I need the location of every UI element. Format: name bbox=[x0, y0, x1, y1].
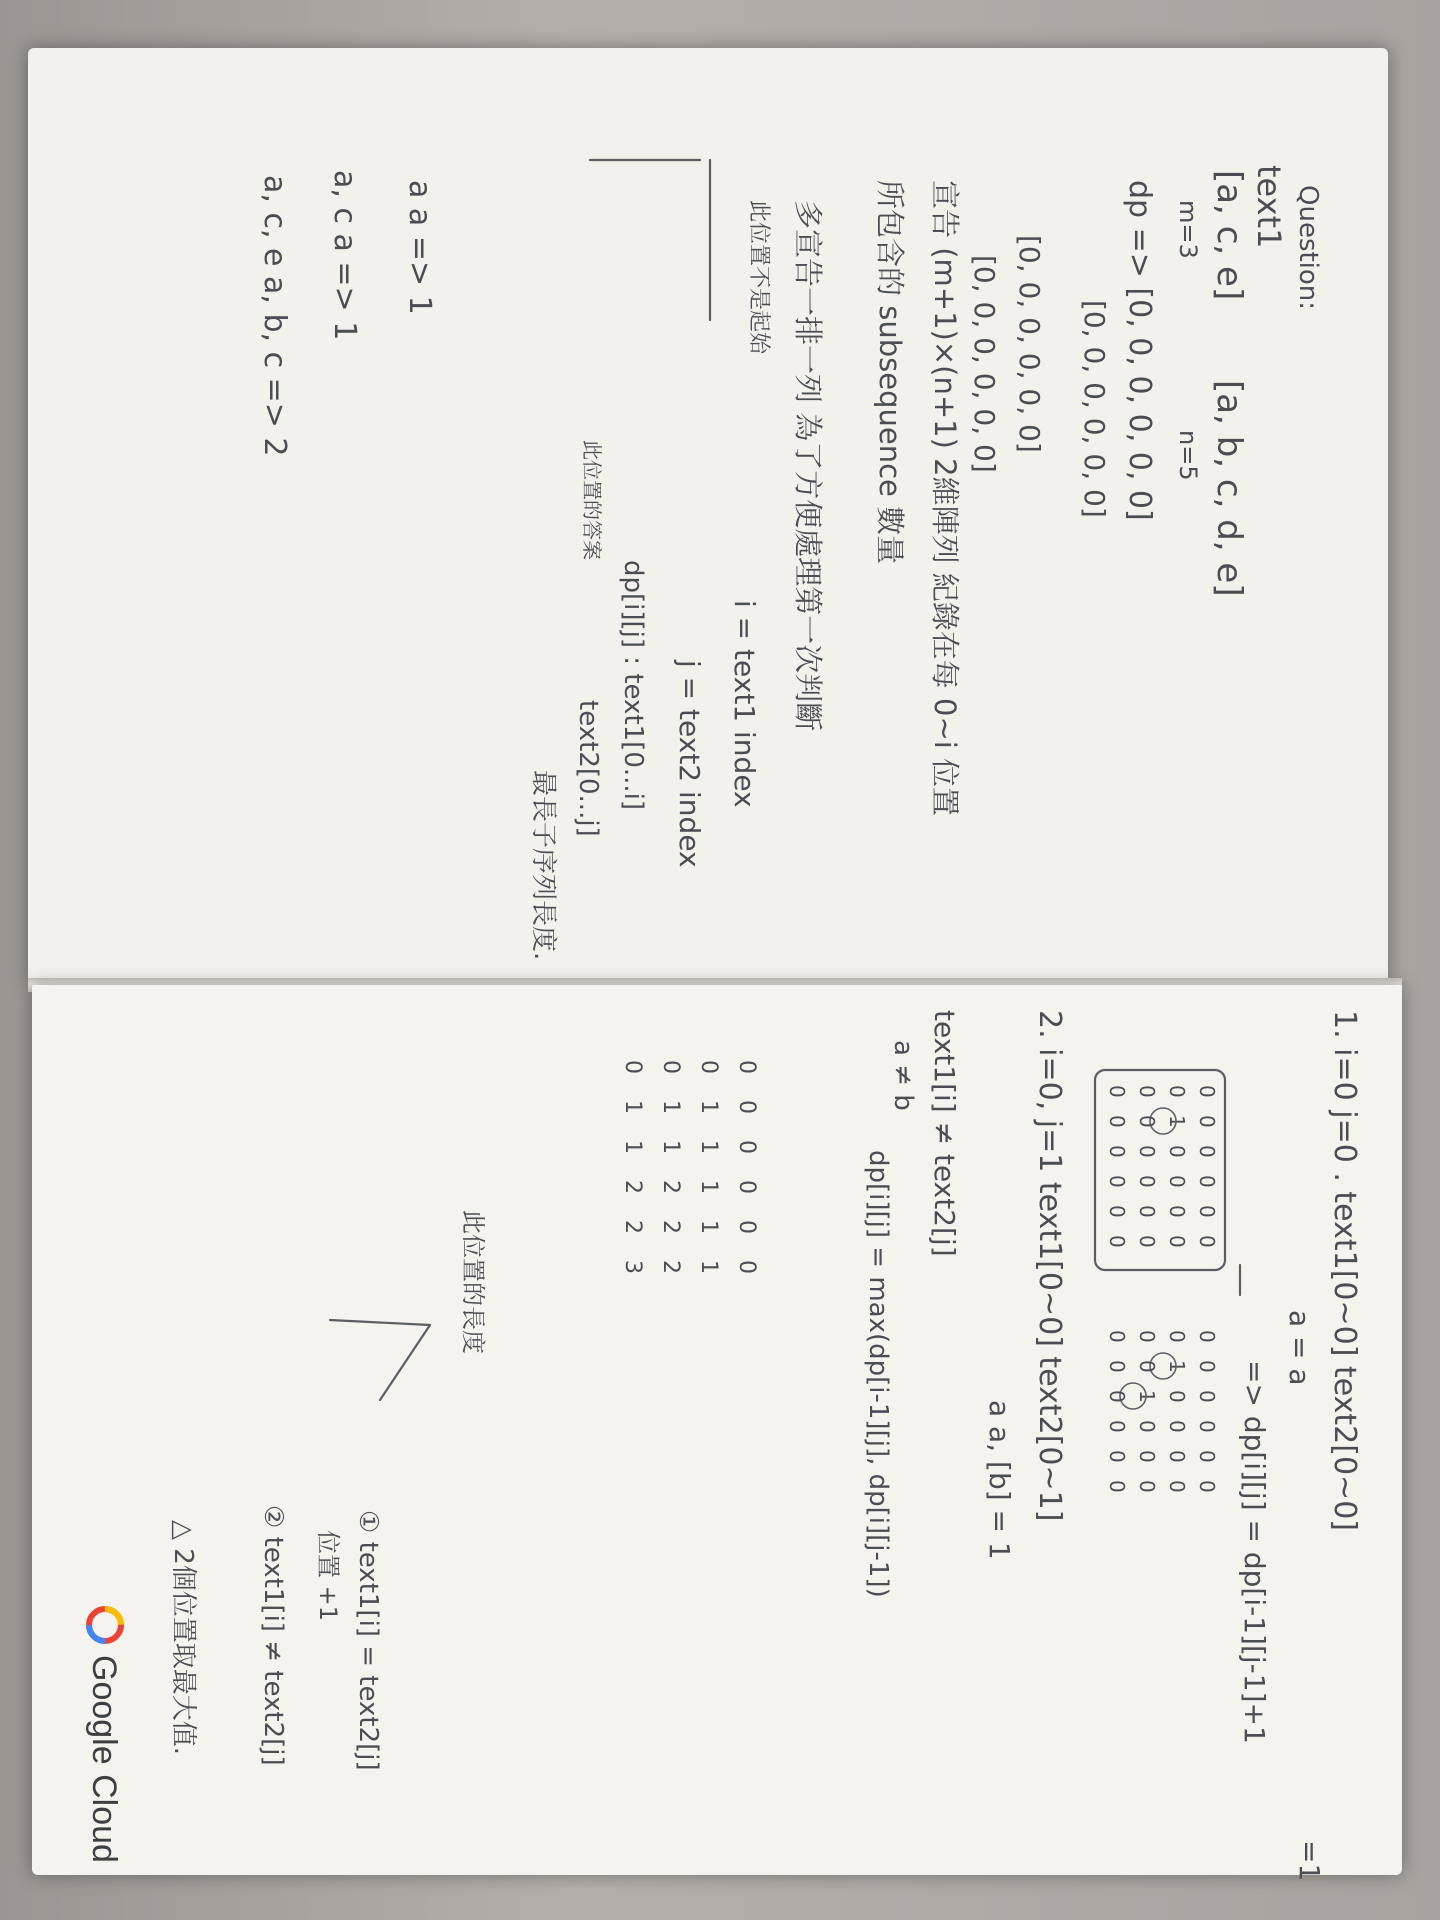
google-cloud-logo bbox=[85, 1609, 123, 1863]
grid-cell: 0 bbox=[734, 1100, 759, 1114]
grid-cell: 2 bbox=[620, 1180, 645, 1194]
grid-cell: 1 bbox=[696, 1180, 721, 1194]
grid-cell: 0 bbox=[1195, 1205, 1219, 1218]
declare-line-1: 宣告 (m+1)×(n+1) 2維陣列 紀錄在每 0~i 位置 bbox=[928, 180, 962, 817]
grid-cell: 1 bbox=[1135, 1390, 1159, 1403]
i-index-note: i = text1 index bbox=[728, 600, 761, 808]
grid-cell: 0 bbox=[1105, 1450, 1129, 1463]
grid-cell: 1 bbox=[696, 1100, 721, 1114]
dp-row-4: [0, 0, 0, 0, 0, 0] bbox=[968, 255, 1001, 473]
grid-cell: 0 bbox=[1105, 1115, 1129, 1128]
grid-c bbox=[620, 1060, 759, 1274]
grid-cell: 0 bbox=[1105, 1175, 1129, 1188]
grid-cell: 1 bbox=[1165, 1360, 1189, 1373]
grid-cell: 1 bbox=[620, 1140, 645, 1154]
dp-definition: dp[i][j] : text1[0...i] bbox=[618, 560, 648, 811]
grid-cell: 0 bbox=[1135, 1085, 1159, 1098]
rule-2-max: △ 2個位置取最大值. bbox=[168, 1520, 198, 1756]
text2-array: [a, b, c, d, e] bbox=[1209, 380, 1249, 597]
grid-cell: 0 bbox=[1135, 1450, 1159, 1463]
case-1-formula: => dp[i][j] = dp[i-1][j-1]+1 bbox=[1238, 1360, 1271, 1744]
grid-cell: 0 bbox=[1165, 1175, 1189, 1188]
grid-cell: 3 bbox=[620, 1260, 645, 1274]
not-start-note: 此位置不是起始 bbox=[746, 200, 771, 355]
m-value: m=3 bbox=[1174, 200, 1202, 259]
grid-cell: 0 bbox=[1135, 1175, 1159, 1188]
case-2-neq: text1[i] ≠ text2[j] bbox=[928, 1010, 961, 1257]
grid-cell: 0 bbox=[1135, 1145, 1159, 1158]
case-1-header: 1. i=0 j=0 . text1[0~0] text2[0~0] bbox=[1327, 1010, 1362, 1531]
grid-cell: 1 bbox=[620, 1100, 645, 1114]
grid-cell: 0 bbox=[1165, 1085, 1189, 1098]
answer-position-note: 此位置的答案 bbox=[580, 440, 604, 560]
text1-array: [a, c, e] bbox=[1209, 170, 1249, 301]
grid-cell: 0 bbox=[1195, 1085, 1219, 1098]
dp-row-3: [0, 0, 0, 0, 0, 0] bbox=[1013, 235, 1046, 453]
grid-cell: 0 bbox=[1195, 1235, 1219, 1248]
example-1: a a => 1 bbox=[402, 180, 437, 315]
dp-row-1: dp => [0, 0, 0, 0, 0, 0] bbox=[1122, 180, 1157, 521]
grid-cell: 0 bbox=[1195, 1175, 1219, 1188]
case-2-header: 2. i=0, j=1 text1[0~0] text2[0~1] bbox=[1032, 1010, 1067, 1522]
dp-definition-text2: text2[0...j] bbox=[573, 700, 603, 837]
grid-cell: 0 bbox=[1165, 1480, 1189, 1493]
grid-cell: 0 bbox=[1165, 1145, 1189, 1158]
grid-cell: 0 bbox=[1105, 1360, 1129, 1373]
grid-cell: 0 bbox=[658, 1060, 683, 1074]
grid-cell: 0 bbox=[1165, 1235, 1189, 1248]
grid-cell: 0 bbox=[1165, 1330, 1189, 1343]
grid-cell: 0 bbox=[734, 1260, 759, 1274]
case-1-result: =1 bbox=[1293, 1840, 1326, 1882]
grid-cell: 1 bbox=[696, 1220, 721, 1234]
case-2-max-formula: dp[i][j] = max(dp[i-1][j], dp[i][j-1]) bbox=[863, 1150, 893, 1598]
grid-cell: 0 bbox=[1165, 1450, 1189, 1463]
grid-cell: 0 bbox=[1105, 1420, 1129, 1433]
lcs-length-note: 最長子序列長度. bbox=[528, 770, 558, 961]
case-2-a-neq-b: a ≠ b bbox=[888, 1040, 918, 1111]
grid-cell: 2 bbox=[658, 1260, 683, 1274]
grid-cell: 0 bbox=[1135, 1360, 1159, 1373]
grid-cell: 0 bbox=[1165, 1390, 1189, 1403]
rule-1: ① text1[i] = text2[j] bbox=[353, 1510, 383, 1771]
grid-cell: 0 bbox=[1195, 1390, 1219, 1403]
grid-cell: 0 bbox=[1135, 1420, 1159, 1433]
grid-cell: 0 bbox=[1135, 1235, 1159, 1248]
j-index-note: j = text2 index bbox=[673, 660, 706, 868]
n-value: n=5 bbox=[1174, 430, 1202, 481]
grid-cell: 1 bbox=[696, 1140, 721, 1154]
branch-arrows bbox=[330, 1320, 430, 1400]
grid-cell: 2 bbox=[620, 1220, 645, 1234]
grid-cell: 1 bbox=[696, 1260, 721, 1274]
logo-text: Google Cloud bbox=[85, 1655, 123, 1863]
grid-b bbox=[1105, 1330, 1219, 1493]
grid-cell: 0 bbox=[1165, 1420, 1189, 1433]
grid-cell: 0 bbox=[1135, 1115, 1159, 1128]
grid-cell: 0 bbox=[1105, 1085, 1129, 1098]
grid-cell: 0 bbox=[1195, 1480, 1219, 1493]
grid-cell: 0 bbox=[696, 1060, 721, 1074]
text1-label: text1 bbox=[1250, 165, 1288, 249]
case-2-eq: a a, [b] = 1 bbox=[983, 1400, 1016, 1560]
grid-cell: 2 bbox=[658, 1220, 683, 1234]
case-1-eq: a = a bbox=[1283, 1310, 1316, 1386]
example-2: a, c a => 1 bbox=[327, 170, 362, 341]
grid-cell: 0 bbox=[1195, 1330, 1219, 1343]
question-title: Question: bbox=[1293, 185, 1323, 311]
grid-cell: 0 bbox=[1105, 1480, 1129, 1493]
grid-cell: 0 bbox=[734, 1140, 759, 1154]
grid-cell: 1 bbox=[658, 1100, 683, 1114]
grid-cell: 1 bbox=[1165, 1115, 1189, 1128]
grid-cell: 2 bbox=[658, 1180, 683, 1194]
grid-cell: 0 bbox=[734, 1060, 759, 1074]
grid-cell: 0 bbox=[1135, 1205, 1159, 1218]
grid-cell: 0 bbox=[1195, 1450, 1219, 1463]
grid-cell: 0 bbox=[1195, 1145, 1219, 1158]
extra-row-note: 多宣告一排一列 為了方便處理第一次判斷 bbox=[791, 200, 825, 732]
grid-cell: 0 bbox=[1195, 1360, 1219, 1373]
grid-cell: 0 bbox=[620, 1060, 645, 1074]
grid-cell: 0 bbox=[1195, 1420, 1219, 1433]
example-3: a, c, e a, b, c => 2 bbox=[257, 175, 292, 457]
grid-cell: 0 bbox=[734, 1180, 759, 1194]
grid-a bbox=[1105, 1085, 1219, 1248]
grid-cell: 1 bbox=[658, 1140, 683, 1154]
left-zero-grid bbox=[590, 160, 710, 320]
position-length-note: 此位置的長度 bbox=[459, 1210, 487, 1354]
grid-cell: 0 bbox=[1165, 1205, 1189, 1218]
grid-cell: 0 bbox=[1105, 1205, 1129, 1218]
grid-cell: 0 bbox=[734, 1220, 759, 1234]
grid-cell: 0 bbox=[1105, 1235, 1129, 1248]
grid-cell: 0 bbox=[1105, 1330, 1129, 1343]
grid-cell: 0 bbox=[1105, 1390, 1129, 1403]
grid-cell: 0 bbox=[1195, 1115, 1219, 1128]
grid-cell: 0 bbox=[1135, 1330, 1159, 1343]
rule-2: ② text1[i] ≠ text2[j] bbox=[258, 1505, 288, 1766]
rule-1-plus: 位置 +1 bbox=[314, 1530, 342, 1622]
dp-row-2: [0, 0, 0, 0, 0, 0] bbox=[1078, 300, 1111, 518]
grid-cell: 0 bbox=[1135, 1480, 1159, 1493]
declare-line-2: 所包含的 subsequence 數量 bbox=[873, 180, 907, 565]
grid-cell: 0 bbox=[1105, 1145, 1129, 1158]
